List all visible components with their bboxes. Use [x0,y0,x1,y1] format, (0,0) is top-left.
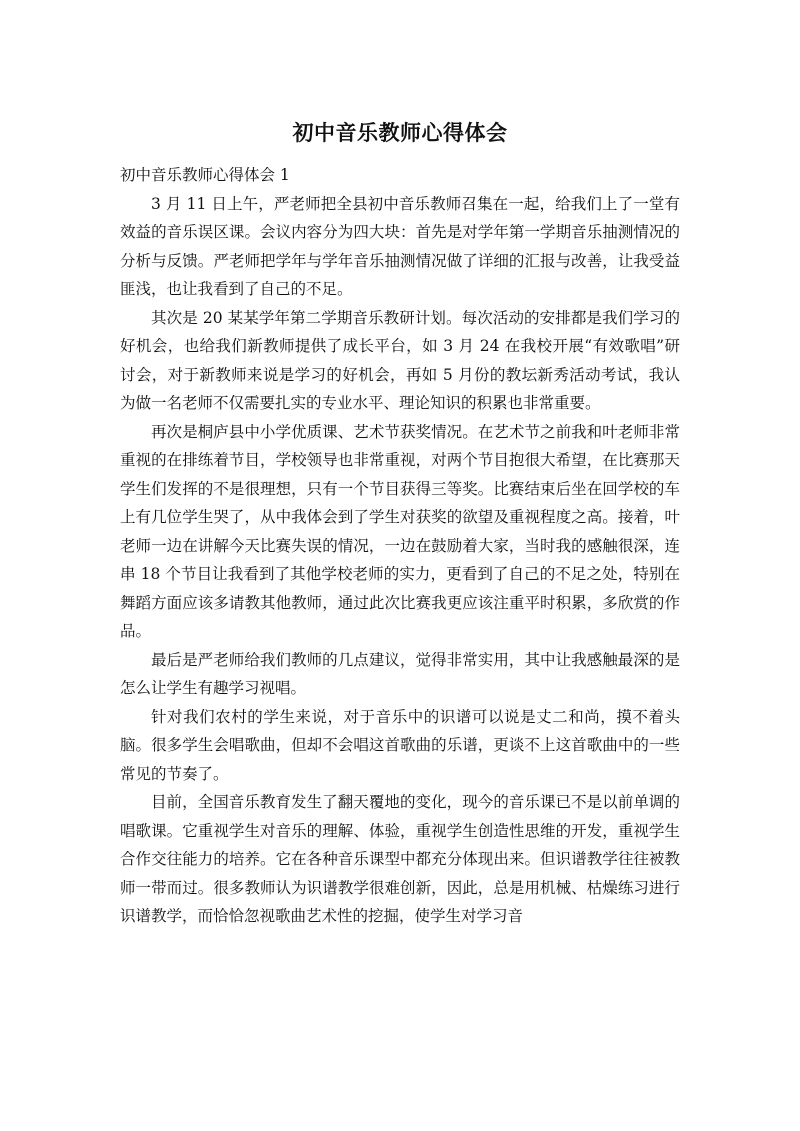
document-title: 初中音乐教师心得体会 [292,121,508,145]
paragraph-1: 3 月 11 日上午，严老师把全县初中音乐教师召集在一起，给我们上了一堂有效益的音乐误区课。会议内容分为四大块：首先是对学年第一学期音乐抽测情况的分析与反馈。严老师把学年与学年音乐抽测情况做了详细的汇报与改善，让我受益匪浅，也让我看到了自己的不足。 [120,194,680,298]
document-body [120,161,680,931]
paragraph-4: 最后是严老师给我们教师的几点建议，觉得非常实用，其中让我感触最深的是怎么让学生有趣学习视唱。 [120,650,680,697]
paragraph-3: 再次是桐庐县中小学优质课、艺术节获奖情况。在艺术节之前我和叶老师非常重视的在排练着节目，学校领导也非常重视，对两个节目抱很大希望，在比赛那天学生们发挥的不是很理想，只有一个节目获得三等奖。比赛结束后坐在回学校的车上有几位学生哭了，从中我体会到了学生对获奖的欲望及重视程度之高。接着，叶老师一边在讲解今天比赛失误的情况，一边在鼓励着大家，当时我的感触很深，连串 18 个节目让我看到了其他学校老师的实力，更看到了自己的不足之处，特别在舞蹈方面应该多请教其他教师，通过此次比赛我更应该注重平时积累，多欣赏的作品。 [120,422,680,640]
paragraph-6: 目前，全国音乐教育发生了翻天覆地的变化，现今的音乐课已不是以前单调的唱歌课。它重视学生对音乐的理解、体验，重视学生创造性思维的开发，重视学生合作交往能力的培养。它在各种音乐课型中都充分体现出来。但识谱教学往往被教师一带而过。很多教师认为识谱教学很难创新，因此，总是用机械、枯燥练习进行识谱教学，而恰恰忽视歌曲艺术性的挖掘，使学生对学习音 [120,793,680,925]
paragraph-5: 针对我们农村的学生来说，对于音乐中的识谱可以说是丈二和尚，摸不着头脑。很多学生会唱歌曲，但却不会唱这首歌曲的乐谱，更谈不上这首歌曲中的一些常见的节奏了。 [120,707,680,783]
section-heading: 初中音乐教师心得体会 1 [120,166,290,184]
paragraph-2: 其次是 20 某某学年第二学期音乐教研计划。每次活动的安排都是我们学习的好机会，也给我们新教师提供了成长平台，如 3 月 24 在我校开展“有效歌唱”研讨会，对于新教师来说是学习的好机会，再如 5 月份的教坛新秀活动考试，我认为做一名老师不仅需要扎实的专业水平、理论知识的积累也非常重要。 [120,308,680,412]
